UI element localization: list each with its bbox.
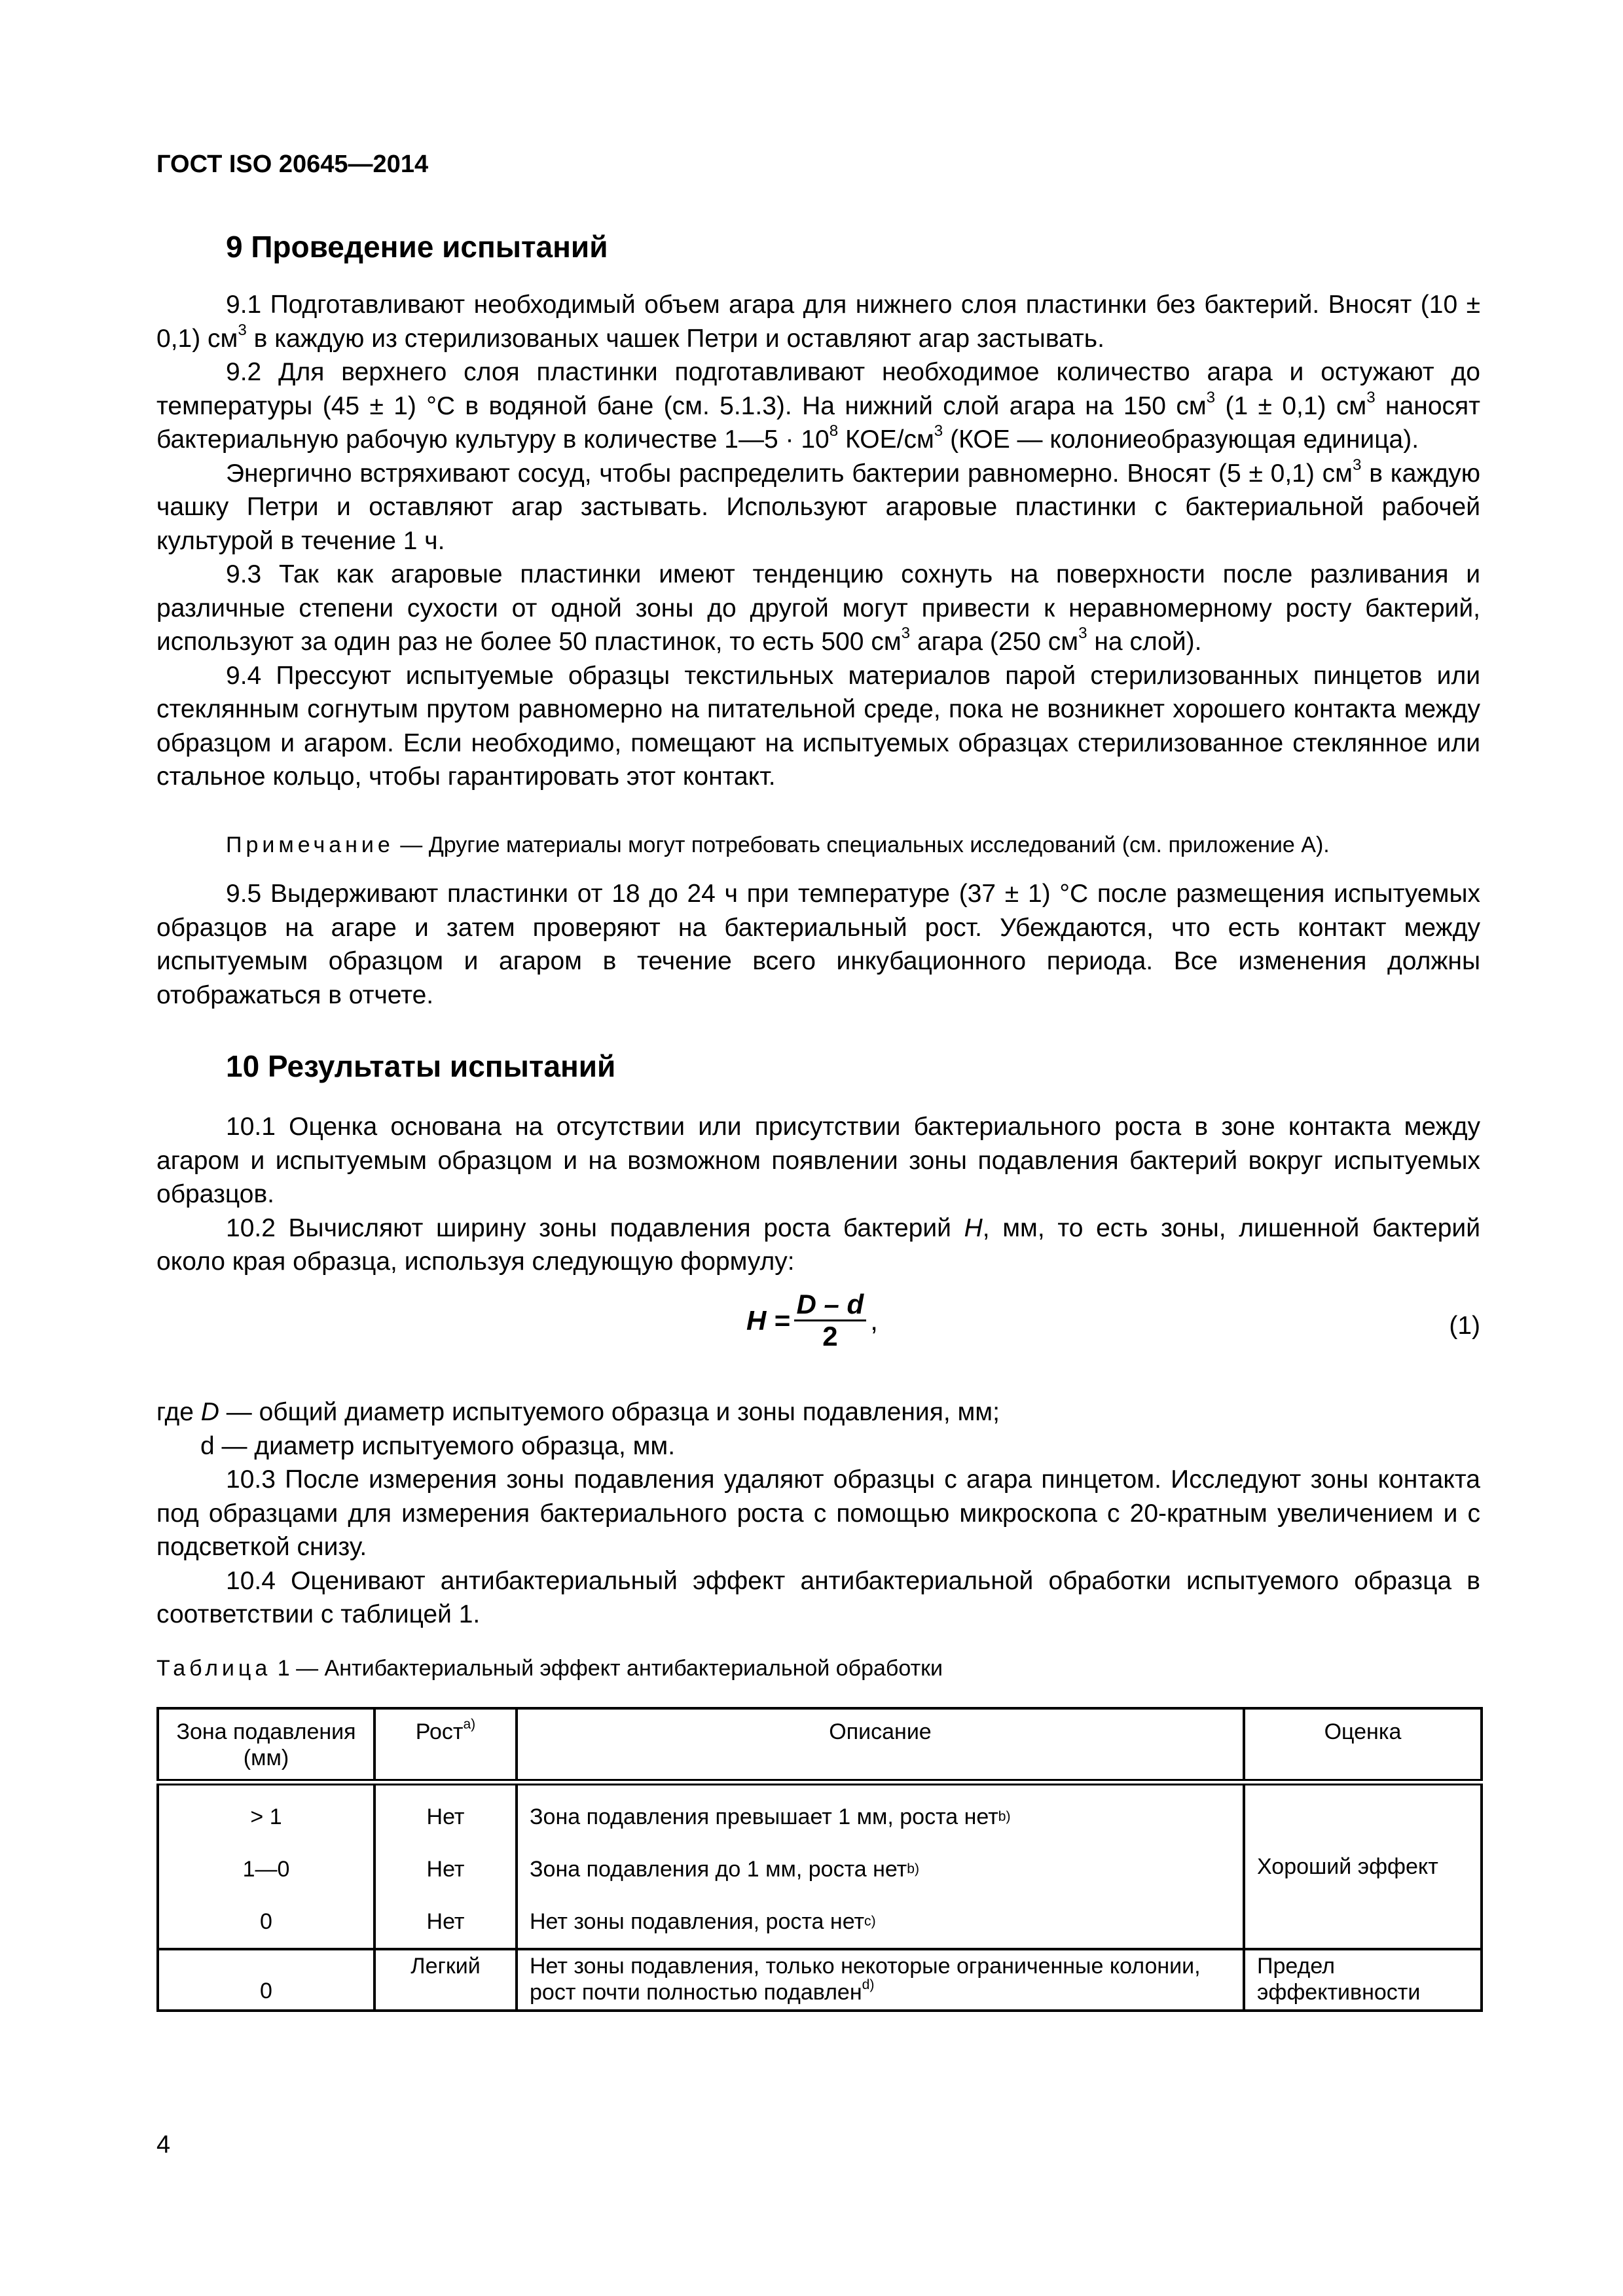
text-run: в каждую чашку Петри и оставляют агар застывать. Используют агаровые пластинки с бактериальной рабочей культурой в течение 1 ч. <box>156 459 1480 555</box>
text-run: 9.1 Подготавливают необходимый объем агара для нижнего слоя пластинки без бактерий. Вносят (10 ± 0,1) см <box>156 291 1480 353</box>
header-growth-label: Рост <box>415 1719 464 1744</box>
description-value <box>517 1949 1244 2011</box>
description-value: Зона подавления превышает 1 мм, роста нет b) <box>530 1804 1011 1829</box>
text-run: 9.3 Так как агаровые пластинки имеют тенденцию сохнуть на поверхности после разливания и различные степени сухости от одной зоны до другой могут привести к неравномерному росту бактерий, используют за один раз не более 50 пластинок, то есть 500 см <box>156 560 1480 656</box>
document-header: ГОСТ ISO 20645—2014 <box>156 151 429 178</box>
note-label: Примечание <box>226 833 394 857</box>
equation-number: (1) <box>1449 1312 1480 1340</box>
description-text: Нет зоны подавления, роста нет <box>530 1909 865 1934</box>
description-value: Нет зоны подавления, роста нет c) <box>530 1909 876 1934</box>
section-9-title: 9 Проведение испытаний <box>226 230 608 264</box>
formula-numerator: D – d <box>794 1289 867 1321</box>
page-number: 4 <box>156 2131 171 2159</box>
section-10-continued <box>156 1395 1480 1632</box>
superscript: 3 <box>1366 388 1376 406</box>
text-run: D <box>200 1398 219 1426</box>
paragraph <box>156 355 1480 457</box>
header-growth <box>374 1708 517 1782</box>
header-description: Описание <box>517 1708 1244 1782</box>
superscript: 8 <box>829 422 839 440</box>
section-9-body <box>156 288 1480 794</box>
description-text: Зона подавления до 1 мм, роста нет <box>530 1857 907 1882</box>
text-run: КОЕ/см <box>838 425 934 454</box>
description-text: Зона подавления превышает 1 мм, роста нет <box>530 1804 998 1829</box>
superscript: 3 <box>1078 624 1087 642</box>
header-rating: Оценка <box>1244 1708 1482 1782</box>
text-run: на слой). <box>1087 628 1202 656</box>
text-run: 10.1 Оценка основана на отсутствии или присутствии бактериального роста в зоне контакта между агаром и испытуемым образцом и на возможном появлении зоны подавления бактерий вокруг испытуемых образцов. <box>156 1113 1480 1208</box>
formula-denominator: 2 <box>822 1321 838 1352</box>
note <box>156 829 1480 863</box>
table-row-group-good <box>158 1782 1482 1949</box>
zone-cell <box>158 1782 374 1949</box>
table-caption <box>156 1656 943 1681</box>
text-run: где <box>156 1398 201 1426</box>
text-run: Энергично встряхивают сосуд, чтобы распределить бактерии равномерно. Вносят (5 ± 0,1) см <box>226 459 1353 488</box>
paragraph <box>156 558 1480 659</box>
growth-value: Нет <box>426 1857 465 1882</box>
superscript: 3 <box>238 321 247 339</box>
text-run: — общий диаметр испытуемого образца и зоны подавления, мм; <box>219 1398 1000 1426</box>
paragraph-9-5 <box>156 877 1480 1012</box>
zone-value: 1—0 <box>242 1857 290 1882</box>
paragraph <box>156 288 1480 355</box>
paragraph <box>156 1429 1480 1463</box>
paragraph <box>156 1110 1480 1211</box>
text-run: (1 ± 0,1) см <box>1215 391 1367 420</box>
text-run: 9.2 Для верхнего слоя пластинки подготавливают необходимое количество агара и остужают до температуры (45 ± 1) °С в водяной бане (см. 5.1.3). На нижний слой агара на 150 см <box>156 358 1480 420</box>
paragraph <box>156 1395 1480 1429</box>
text-run: агара (250 см <box>910 628 1079 656</box>
paragraph <box>156 1564 1480 1632</box>
formula-lhs: H = <box>746 1304 790 1336</box>
text-run: 9.5 Выдерживают пластинки от 18 до 24 ч при температуре (37 ± 1) °С после размещения испытуемых образцов на агаре и затем проверяют на бактериальный рост. Убеждаются, что есть контакт между испытуемым образцом и агаром в течение всего инкубационного периода. Все изменения должны отображаться в отчете. <box>156 880 1480 1009</box>
text-run: в каждую из стерилизованых чашек Петри и оставляют агар застывать. <box>246 324 1104 353</box>
description-cell <box>517 1782 1244 1949</box>
rating-value: Предел эффективности <box>1244 1949 1482 2011</box>
note-text: — Другие материалы могут потребовать специальных исследований (см. приложение А). <box>393 833 1330 857</box>
paragraph <box>156 659 1480 794</box>
text-run: H <box>964 1213 983 1242</box>
superscript: 3 <box>1206 388 1216 406</box>
paragraph <box>156 1211 1480 1279</box>
rating-value: Хороший эффект <box>1244 1782 1482 1949</box>
growth-cell <box>374 1782 517 1949</box>
zone-value: 0 <box>158 1949 374 2011</box>
text-run: наносят бактериальную рабочую культуру в количестве 1—5 · 10 <box>156 391 1480 454</box>
paragraph <box>156 457 1480 558</box>
superscript: 3 <box>901 624 911 642</box>
text-run: 10.3 После измерения зоны подавления удаляют образцы с агара пинцетом. Исследуют зоны контакта под образцами для измерения бактериального роста с помощью микроскопа с 20-кратным увеличением и с подсветкой снизу. <box>156 1465 1480 1561</box>
results-table <box>156 1707 1483 2012</box>
footnote-ref: a) <box>463 1717 476 1732</box>
formula <box>746 1289 878 1352</box>
table-caption-label: Таблица <box>156 1656 272 1681</box>
description-text: Нет зоны подавления, только некоторые ограниченные колонии, рост почти полностью подавлен <box>530 1954 1201 2005</box>
paragraph <box>156 1463 1480 1564</box>
superscript: 3 <box>1353 456 1362 474</box>
growth-value: Нет <box>426 1909 465 1934</box>
text-run: 10.4 Оценивают антибактериальный эффект антибактериальной обработки испытуемого образца в соответствии с таблицей 1. <box>156 1566 1480 1628</box>
table-row-limit <box>158 1949 1482 2011</box>
text-run: 9.4 Прессуют испытуемые образцы текстильных материалов парой стерилизованных пинцетов или стеклянным согнутым прутом равномерно на питательной среде, пока не возникнет хорошего контакта между образцом и агаром. Если необходимо, помещают на испытуемых образцах стерилизованное стеклянное или стальное кольцо, чтобы гарантировать этот контакт. <box>156 661 1480 791</box>
table-caption-text: 1 — Антибактериальный эффект антибактериальной обработки <box>271 1656 943 1681</box>
text-run: , мм, то есть зоны, лишенной бактерий около края образца, используя следующую формулу: <box>156 1213 1480 1276</box>
zone-value: > 1 <box>250 1804 282 1829</box>
text-run: 10.2 Вычисляют ширину зоны подавления роста бактерий <box>226 1213 964 1242</box>
description-value: Зона подавления до 1 мм, роста нет b) <box>530 1857 919 1882</box>
footnote-ref: d) <box>862 1977 875 1993</box>
text-run: (КОЕ — колониеобразующая единица). <box>943 425 1419 454</box>
formula-trail: , <box>870 1304 878 1336</box>
section-10-body <box>156 1110 1480 1279</box>
paragraph <box>156 877 1480 1012</box>
section-10-title: 10 Результаты испытаний <box>226 1049 616 1083</box>
header-zone: Зона подавления (мм) <box>158 1708 374 1782</box>
growth-value: Легкий <box>374 1949 517 2011</box>
growth-value: Нет <box>426 1804 465 1829</box>
table-header-row <box>158 1708 1482 1782</box>
superscript: 3 <box>934 422 943 440</box>
text-run: d — диаметр испытуемого образца, мм. <box>200 1431 676 1460</box>
formula-fraction <box>794 1289 867 1352</box>
zone-value: 0 <box>260 1909 272 1934</box>
